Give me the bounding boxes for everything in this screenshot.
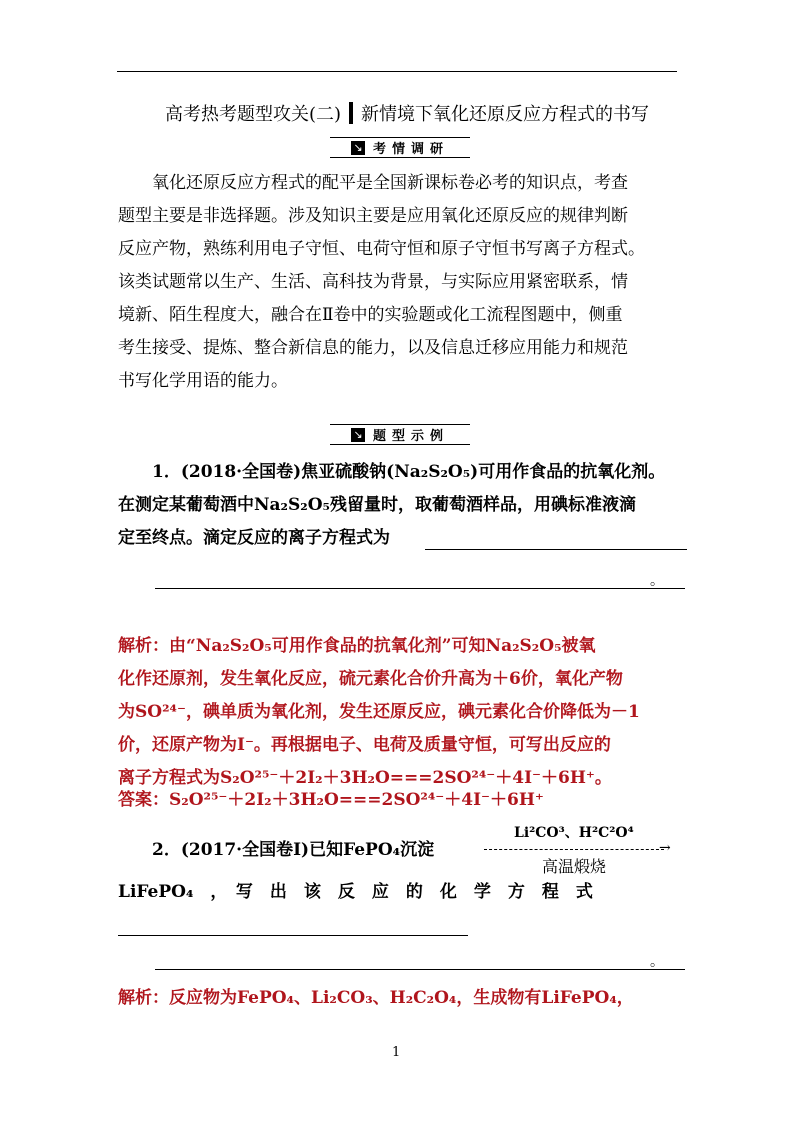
arrow-reagents: Li²CO³、H²C²O⁴ (514, 825, 634, 841)
intro-line: 境新、陌生程度大，融合在Ⅱ卷中的实验题或化工流程图题中，侧重 (118, 305, 623, 325)
reaction-arrow (484, 822, 674, 878)
answer-text: S₂O²⁵⁻＋2I₂＋3H₂O===2SO²⁴⁻＋4I⁻＋6H⁺ (169, 790, 544, 810)
section-label: 题型示例 (372, 429, 449, 444)
intro-line: 该类试题常以生产、生活、高科技为背景，与实际应用紧密联系，情 (118, 272, 628, 292)
analysis-line: 解析：由“Na₂S₂O₅可用作食品的抗氧化剂”可知Na₂S₂O₅被氧 (118, 636, 596, 656)
intro-line: 题型主要是非选择题。涉及知识主要是应用氧化还原反应的规律判断 (118, 206, 628, 226)
intro-line: 书写化学用语的能力。 (118, 371, 288, 391)
analysis-label: 解析： (118, 988, 169, 1008)
analysis-line: 化作还原剂，发生氧化反应，硫元素化合价升高为＋6价，氧化产物 (118, 669, 623, 689)
question-2-cont (118, 876, 678, 909)
analysis-line: 价，还原产物为I⁻。再根据电子、电荷及质量守恒，可写出反应的 (118, 735, 611, 755)
answer-label: 答案： (118, 790, 169, 810)
title-left: 高考热考题型攻关(二) (165, 104, 342, 125)
q2-analysis (118, 982, 678, 1015)
page-title (165, 100, 649, 126)
question-1 (118, 456, 678, 555)
answer-blank (155, 588, 685, 589)
arrow-right-icon: → (659, 840, 671, 856)
q1-line: 定至终点。滴定反应的离子方程式为 (118, 528, 390, 548)
intro-line: 氧化还原反应方程式的配平是全国新课标卷必考的知识点，考查 (118, 173, 628, 193)
analysis-line: 离子方程式为S₂O²⁵⁻＋2I₂＋3H₂O===2SO²⁴⁻＋4I⁻＋6H⁺。 (118, 768, 612, 788)
arrow-box-icon: ↘ (351, 428, 365, 442)
section-header-examples (330, 424, 470, 445)
q1-answer (118, 784, 678, 817)
q2-line: LiFePO₄ ， 写 出 该 反 应 的 化 学 方 程 式 (118, 882, 593, 902)
answer-blank (425, 549, 687, 550)
section-label: 考情调研 (372, 142, 449, 157)
q2-line: 2．(2017·全国卷Ⅰ)已知FePO₄沉淀 (118, 840, 435, 860)
q1-line: 1．(2018·全国卷)焦亚硫酸钠(Na₂S₂O₅)可用作食品的抗氧化剂。 (118, 462, 666, 482)
section-intro-paragraph (118, 167, 678, 398)
header-rule (117, 71, 677, 72)
q1-analysis (118, 630, 678, 795)
page-number: 1 (392, 1045, 401, 1060)
end-mark: 。 (650, 573, 664, 589)
q1-line: 在测定某葡萄酒中Na₂S₂O₅残留量时，取葡萄酒样品，用碘标准液滴 (118, 495, 636, 515)
arrow-box-icon: ↘ (351, 141, 365, 155)
analysis-line: 反应物为FePO₄、Li₂CO₃、H₂C₂O₄，生成物有LiFePO₄， (169, 988, 634, 1008)
question-2 (118, 834, 488, 867)
title-right: 新情境下氧化还原反应方程式的书写 (361, 104, 650, 125)
analysis-label: 解析： (118, 636, 169, 656)
analysis-line: 为SO²⁴⁻，碘单质为氧化剂，发生还原反应，碘元素化合价降低为－1 (118, 702, 640, 722)
section-header-investigation (330, 137, 470, 158)
answer-blank (155, 969, 685, 970)
intro-line: 反应产物，熟练利用电子守恒、电荷守恒和原子守恒书写离子方程式。 (118, 239, 645, 259)
arrow-condition: 高温煅烧 (542, 857, 607, 876)
end-mark: 。 (650, 954, 664, 970)
answer-blank (118, 935, 468, 936)
title-divider (349, 102, 353, 124)
intro-line: 考生接受、提炼、整合新信息的能力，以及信息迁移应用能力和规范 (118, 338, 628, 358)
